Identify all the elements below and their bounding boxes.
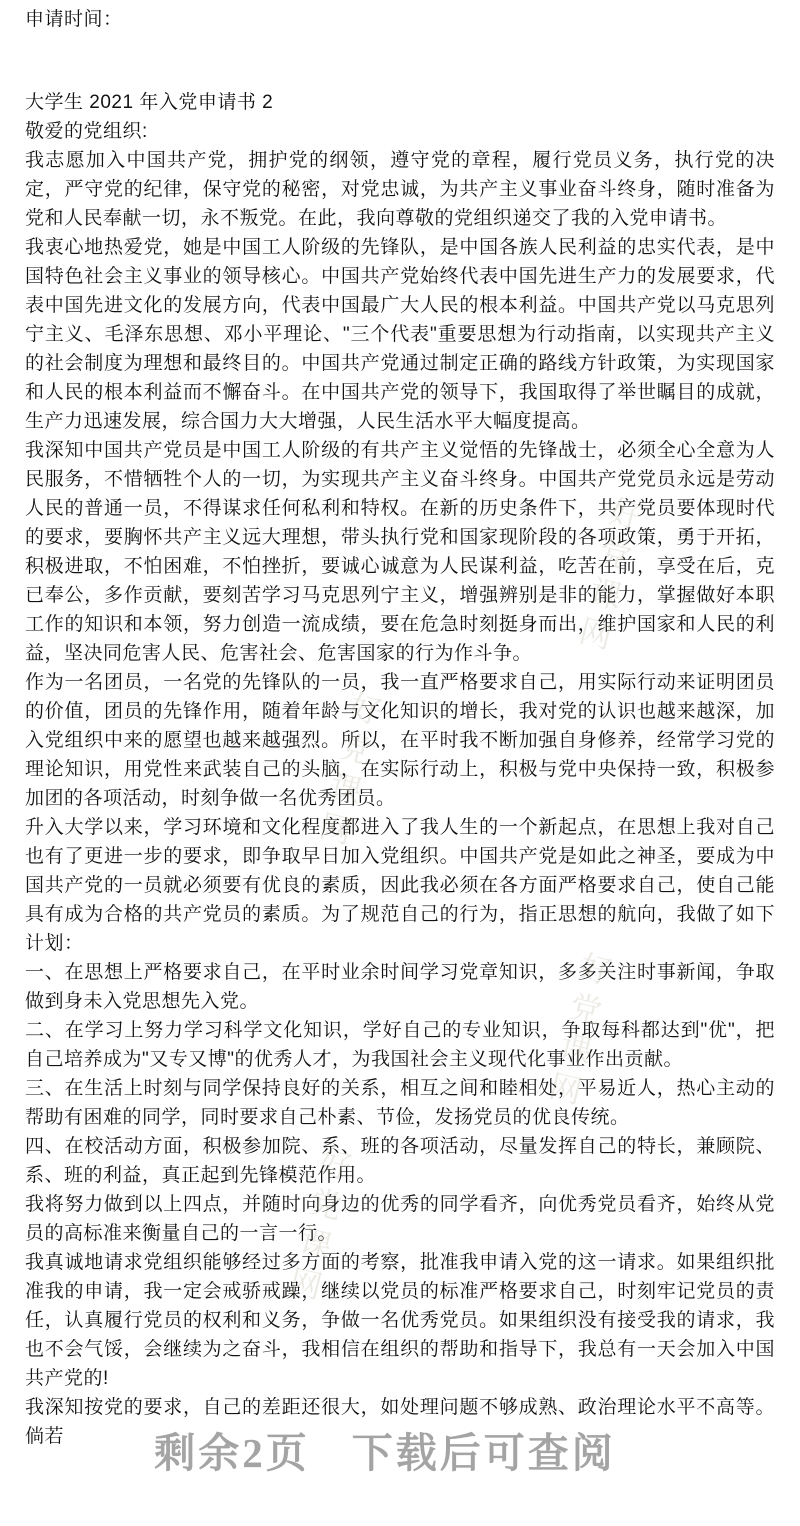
paragraph: 升入大学以来，学习环境和文化程度都进入了我人生的一个新起点，在思想上我对自己也有了更进一步的要求，即争取早日加入党组织。中国共产党是如此之神圣，要成为中国共产党的一员就必须要有优良的素质，因此我必须在各方面严格要求自己，使自己能具有成为合格的共产党员的素质。为了规范自己的行为，指正思想的航向，我做了如下计划： [25, 817, 775, 954]
paragraph: 一、在思想上严格要求自己，在平时业余时间学习党章知识，多多关注时事新闻，争取做到身未入党思想先入党。 [25, 962, 775, 1012]
blank-space [25, 34, 775, 88]
paragraph: 我真诚地请求党组织能够经过多方面的考察，批准我申请入党的这一请求。如果组织批准我的申请，我一定会戒骄戒躁，继续以党员的标准严格要求自己，时刻牢记党员的责任，认真履行党员的权利和义务，争做一名优秀党员。如果组织没有接受我的请求，我也不会气馁，会继续为之奋斗，我相信在组织的帮助和指导下，我总有一天会加入中国共产党的! [25, 1252, 775, 1389]
paragraph: 我将努力做到以上四点，并随时向身边的优秀的同学看齐，向优秀党员看齐，始终从党员的高标准来衡量自己的一言一行。 [25, 1194, 775, 1244]
paragraph: 我志愿加入中国共产党，拥护党的纲领，遵守党的章程，履行党员义务，执行党的决定，严守党的纪律，保守党的秘密，对党忠诚，为共产主义事业奋斗终身，随时准备为党和人民奉献一切，永不叛党。在此，我向尊敬的党组织递交了我的入党申请书。 [25, 150, 775, 229]
site-watermark: 好党课网 [540, 948, 616, 1116]
paragraph: 我深知按党的要求，自己的差距还很大，如处理问题不够成熟、政治理论水平不高等。倘若 [25, 1397, 775, 1447]
remaining-pages-label: 剩余2页 [154, 1430, 310, 1476]
paragraph: 三、在生活上时刻与同学保持良好的关系，相互之间和睦相处，平易近人，热心主动的帮助有困难的同学，同时要求自己朴素、节俭，发扬党员的优良传统。 [25, 1078, 775, 1128]
paragraph: 作为一名团员，一名党的先锋队的一员，我一直严格要求自己，用实际行动来证明团员的价值，团员的先锋作用，随着年龄与文化知识的增长，我对党的认识也越来越深，加入党组织中来的愿望也越来越强烈。所以，在平时我不断加强自身修养，经常学习党的理论知识，用党性来武装自己的头脑，在实际行动上，积极与党中央保持一致，积极参加团的各项活动，时刻争做一名优秀团员。 [25, 672, 775, 809]
salutation: 敬爱的党组织: [25, 121, 148, 142]
site-watermark: 好党课网 [570, 493, 646, 661]
document-body [25, 0, 775, 1451]
apply-date-label: 申请时间： [25, 9, 123, 30]
download-hint-label: 下载后可查阅 [351, 1430, 616, 1476]
document-title: 大学生 2021 年入党申请书 2 [25, 92, 274, 113]
site-watermark: 好党课网 [280, 1143, 356, 1311]
paragraph: 二、在学习上努力学习科学文化知识，学好自己的专业知识，争取每科都达到"优"，把自己培养成为"又专又博"的优秀人才，为我国社会主义现代化事业作出贡献。 [25, 1020, 775, 1070]
paragraph: 四、在校活动方面，积极参加院、系、班的各项活动，尽量发挥自己的特长，兼顾院、系、班的利益，真正起到先锋模范作用。 [25, 1136, 775, 1186]
paragraph: 我深知中国共产党员是中国工人阶级的有共产主义觉悟的先锋战士，必须全心全意为人民服务，不惜牺牲个人的一切，为实现共产主义奋斗终身。中国共产党党员永远是劳动人民的普通一员，不得谋求任何私利和特权。在新的历史条件下，共产党员要体现时代的要求，要胸怀共产主义远大理想，带头执行党和国家现阶段的各项政策，勇于开拓，积极进取，不怕困难，不怕挫折，要诚心诚意为人民谋利益，吃苦在前，享受在后，克已奉公，多作贡献，要刻苦学习马克思列宁主义，增强辨别是非的能力，掌握做好本职工作的知识和本领，努力创造一流成绩，要在危急时刻挺身而出，维护国家和人民的利益，坚决同危害人民、危害社会、危害国家的行为作斗争。 [25, 440, 775, 664]
site-watermark: 好党课网 [310, 688, 386, 856]
preview-footer [0, 1420, 800, 1479]
paragraph: 我衷心地热爱党，她是中国工人阶级的先锋队，是中国各族人民利益的忠实代表，是中国特色社会主义事业的领导核心。中国共产党始终代表中国先进生产力的发展要求，代表中国先进文化的发展方向，代表中国最广大人民的根本利益。中国共产党以马克思列宁主义、毛泽东思想、邓小平理论、"三个代表"重要思想为行动指南，以实现共产主义的社会制度为理想和最终目的。中国共产党通过制定正确的路线方针政策，为实现国家和人民的根本利益而不懈奋斗。在中国共产党的领导下，我国取得了举世瞩目的成就，生产力迅速发展，综合国力大大增强，人民生活水平大幅度提高。 [25, 237, 775, 432]
